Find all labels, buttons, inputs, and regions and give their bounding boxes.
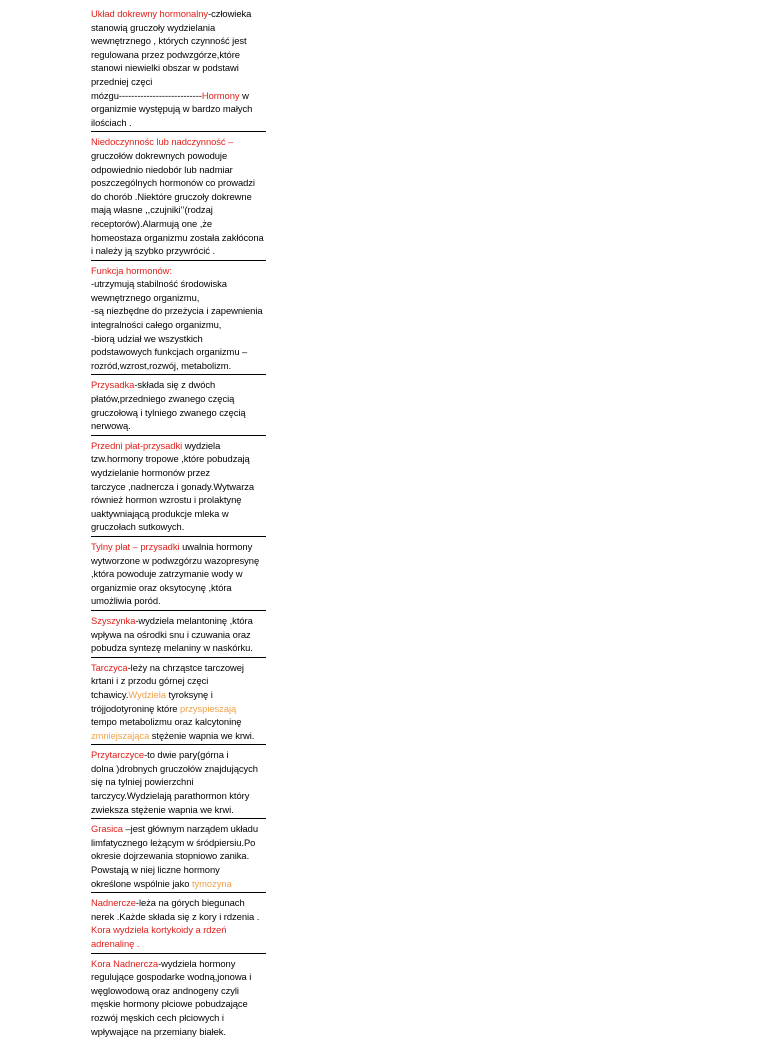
body-text: -składa się z dwóch bbox=[134, 379, 216, 391]
text-line bbox=[91, 674, 266, 688]
text-line bbox=[91, 89, 266, 103]
text-line bbox=[91, 48, 266, 62]
body-text: limfatycznego leżącym w śródpiersiu.Po bbox=[91, 836, 256, 848]
text-line bbox=[91, 594, 266, 608]
text-line bbox=[91, 163, 266, 177]
text-line bbox=[91, 176, 266, 190]
highlighted-term: przyspieszają bbox=[180, 702, 237, 714]
text-line bbox=[91, 392, 266, 406]
text-line bbox=[91, 520, 266, 534]
text-line bbox=[91, 304, 266, 318]
body-text: tyroksynę i bbox=[165, 688, 213, 700]
body-text: homeostaza organizmu została zakłócona bbox=[91, 231, 264, 243]
text-line bbox=[91, 849, 266, 863]
body-text: -to dwie pary(górna i bbox=[144, 749, 229, 761]
text-line bbox=[91, 203, 266, 217]
body-text: -leża na górych biegunach bbox=[135, 897, 245, 909]
text-line bbox=[91, 135, 266, 149]
text-line bbox=[91, 466, 266, 480]
body-text: wydziela bbox=[182, 439, 221, 451]
heading-term: Przytarczyce bbox=[91, 749, 145, 761]
body-text: organizmie oraz oksytocynę ,która bbox=[91, 581, 232, 593]
body-text: tempo metabolizmu oraz kalcytoninę bbox=[91, 716, 242, 728]
text-line bbox=[91, 762, 266, 776]
body-text: wpływa na ośrodki snu i czuwania oraz bbox=[91, 628, 251, 640]
paragraph-parathyroid-glands bbox=[91, 747, 266, 819]
body-text: dolna )drobnych gruczołów znajdujących bbox=[91, 762, 258, 774]
heading-term: Szyszynka bbox=[91, 614, 136, 626]
text-line bbox=[91, 628, 266, 642]
text-line bbox=[91, 277, 266, 291]
body-text: uwalnia hormony bbox=[179, 540, 253, 552]
body-text: męskie hormony płciowe pobudzające bbox=[91, 998, 248, 1010]
text-line bbox=[91, 803, 266, 817]
body-text: Powstają w niej liczne hormony bbox=[91, 864, 220, 876]
body-text: wewnętrznego organizmu, bbox=[91, 291, 200, 303]
text-line bbox=[91, 359, 266, 373]
body-text: -człowieka bbox=[208, 8, 252, 19]
heading-term: Hormony bbox=[201, 89, 240, 101]
body-text: -są niezbędne do przeżycia i zapewnienia bbox=[91, 305, 263, 317]
body-text: krtani i z przodu górnej częci bbox=[91, 675, 209, 687]
paragraph-intro-endocrine-system bbox=[91, 6, 266, 132]
text-line bbox=[91, 1011, 266, 1025]
text-line bbox=[91, 896, 266, 910]
body-text: i należy ją szybko przywrócić . bbox=[91, 245, 216, 257]
paragraph-dysfunction-note bbox=[91, 134, 266, 260]
text-line bbox=[91, 567, 266, 581]
body-text: wydzielanie hormonów przez bbox=[91, 467, 211, 478]
document-page bbox=[91, 6, 266, 1040]
highlighted-term: Wydziela bbox=[128, 688, 166, 700]
paragraph-adrenal-cortex bbox=[91, 956, 266, 1040]
body-text: przedniej częci bbox=[91, 75, 153, 87]
body-text: gruczołową i tylniego zwanego częcią bbox=[91, 406, 246, 418]
heading-term: adrenalinę . bbox=[91, 938, 140, 949]
heading-term: Nadnercze bbox=[91, 897, 136, 909]
text-line bbox=[91, 217, 266, 231]
body-text: rozród,wzrost,rozwój, metabolizm. bbox=[91, 359, 232, 371]
text-line bbox=[91, 957, 266, 971]
text-line bbox=[91, 554, 266, 568]
text-line bbox=[91, 877, 266, 891]
body-text: ,która powoduje zatrzymanie wody w bbox=[91, 568, 243, 580]
text-line bbox=[91, 997, 266, 1011]
paragraph-hormone-functions bbox=[91, 263, 266, 376]
heading-term: Funkcja hormonów: bbox=[91, 264, 172, 276]
text-line bbox=[91, 729, 266, 743]
text-line bbox=[91, 863, 266, 877]
text-line bbox=[91, 231, 266, 245]
body-text: do chorób .Niektóre gruczoły dokrewne bbox=[91, 190, 252, 202]
body-text: nerek .Każde składa się z kory i rdzenia . bbox=[91, 910, 260, 922]
body-text: integralności całego organizmu, bbox=[91, 319, 222, 331]
text-line bbox=[91, 748, 266, 762]
body-text: tarczyce ,nadnercza i gonady.Wytwarza bbox=[91, 480, 255, 492]
text-line bbox=[91, 984, 266, 998]
text-line bbox=[91, 775, 266, 789]
text-line bbox=[91, 406, 266, 420]
text-line bbox=[91, 149, 266, 163]
text-line bbox=[91, 332, 266, 346]
body-text: okresie dojrzewania stopniowo zanika. bbox=[91, 850, 250, 862]
body-text: gruczołach sutkowych. bbox=[91, 521, 185, 533]
text-line bbox=[91, 822, 266, 836]
body-text: określone wspólnie jako bbox=[91, 877, 192, 889]
paragraph-adrenal-glands bbox=[91, 895, 266, 953]
body-text: się na tylniej powierzchni bbox=[91, 776, 194, 788]
text-line bbox=[91, 190, 266, 204]
body-text: -utrzymują stabilność środowiska bbox=[91, 278, 227, 290]
text-line bbox=[91, 419, 266, 433]
body-text: trójjodotyroninę które bbox=[91, 702, 181, 714]
text-line bbox=[91, 116, 266, 130]
paragraph-anterior-pituitary bbox=[91, 438, 266, 537]
text-line bbox=[91, 318, 266, 332]
text-line bbox=[91, 614, 266, 628]
text-line bbox=[91, 540, 266, 554]
text-line bbox=[91, 7, 266, 21]
text-line bbox=[91, 641, 266, 655]
body-text: płatów,przedniego zwanego częcią bbox=[91, 393, 235, 405]
body-text: tarczycy.Wydzielają parathormon który bbox=[91, 790, 250, 802]
body-text: również hormon wzrostu i prolaktynę bbox=[91, 494, 242, 506]
body-text: w bbox=[239, 89, 249, 101]
text-line bbox=[91, 1025, 266, 1039]
text-line bbox=[91, 937, 266, 951]
body-text: regulowana przez podwzgórze,które bbox=[91, 48, 240, 60]
body-text: gruczołów dokrewnych powoduje bbox=[91, 149, 228, 161]
heading-term: Niedoczynnośc lub nadczynność – bbox=[91, 136, 234, 148]
text-line bbox=[91, 702, 266, 716]
heading-term: Układ dokrewny hormonalny bbox=[91, 8, 209, 19]
body-text: odpowiednio niedobór lub nadmiar bbox=[91, 163, 233, 175]
heading-term: Tylny płat – przysadki bbox=[91, 540, 180, 552]
text-line bbox=[91, 789, 266, 803]
text-line bbox=[91, 345, 266, 359]
text-line bbox=[91, 507, 266, 521]
heading-term: Tarczyca bbox=[91, 661, 128, 673]
paragraph-pineal-gland bbox=[91, 613, 266, 658]
text-line bbox=[91, 291, 266, 305]
body-text: rozwój męskich cech płciowych i bbox=[91, 1011, 224, 1023]
body-text: -wydziela melantoninę ,która bbox=[135, 614, 253, 626]
body-text: pobudza syntezę melaniny w naskórku. bbox=[91, 642, 253, 654]
body-text: umożliwia poród. bbox=[91, 595, 161, 607]
body-text: wytworzone w podwzgórzu wazopresynę bbox=[91, 554, 260, 566]
text-line bbox=[91, 61, 266, 75]
text-line bbox=[91, 493, 266, 507]
text-line bbox=[91, 264, 266, 278]
text-line bbox=[91, 480, 266, 494]
body-text: podstawowych funkcjach organizmu – bbox=[91, 346, 248, 358]
heading-term: Grasica bbox=[91, 823, 123, 835]
body-text: stanowią gruczoły wydzielania bbox=[91, 21, 216, 33]
body-text: -wydziela hormony bbox=[158, 957, 236, 969]
text-line bbox=[91, 970, 266, 984]
text-line bbox=[91, 452, 266, 466]
body-text: receptorów).Alarmują one ,że bbox=[91, 217, 213, 229]
body-text: tzw.hormony tropowe ,które pobudzają bbox=[91, 453, 250, 465]
paragraph-posterior-pituitary bbox=[91, 539, 266, 611]
body-text: tchawicy. bbox=[91, 688, 129, 700]
text-line bbox=[91, 21, 266, 35]
body-text: wewnętrznego , których czynność jest bbox=[91, 35, 247, 47]
text-line bbox=[91, 244, 266, 258]
heading-term: Przedni płat-przysadki bbox=[91, 439, 183, 451]
text-line bbox=[91, 923, 266, 937]
body-text: nerwową. bbox=[91, 420, 131, 432]
paragraph-thymus bbox=[91, 821, 266, 893]
paragraph-pituitary-gland bbox=[91, 377, 266, 435]
text-line bbox=[91, 581, 266, 595]
body-text: organizmie występują w bardzo małych bbox=[91, 103, 253, 115]
body-text: –jest głównym narządem układu bbox=[122, 823, 258, 835]
text-line bbox=[91, 661, 266, 675]
text-line bbox=[91, 378, 266, 392]
text-line bbox=[91, 75, 266, 89]
text-line bbox=[91, 836, 266, 850]
text-line bbox=[91, 910, 266, 924]
body-text: uaktywniającą produkcje mleka w bbox=[91, 507, 229, 519]
body-text: mózgu--------------------------- bbox=[91, 89, 202, 101]
heading-term: Przysadka bbox=[91, 379, 135, 391]
body-text: -biorą udział we wszystkich bbox=[91, 332, 203, 344]
body-text: mają własne ,,czujniki’’(rodzaj bbox=[91, 204, 213, 216]
body-text: poszczególnych hormonów co prowadzi bbox=[91, 177, 255, 189]
text-line bbox=[91, 34, 266, 48]
heading-term: Kora Nadnercza bbox=[91, 957, 159, 969]
body-text: ilościach . bbox=[91, 116, 132, 128]
body-text: stanowi niewielki obszar w podstawi bbox=[91, 62, 239, 74]
text-line bbox=[91, 688, 266, 702]
text-line bbox=[91, 439, 266, 453]
highlighted-term: tymozyna bbox=[191, 877, 232, 889]
heading-term: Kora wydziela kortykoidy a rdzeń bbox=[91, 924, 227, 936]
text-line bbox=[91, 102, 266, 116]
paragraph-thyroid-gland bbox=[91, 660, 266, 746]
body-text: stężenie wapnia we krwi. bbox=[149, 729, 255, 741]
body-text: zwieksza stężenie wapnia we krwi. bbox=[91, 803, 234, 815]
text-line bbox=[91, 715, 266, 729]
body-text: regulujące gospodarke wodną,jonowa i bbox=[91, 971, 252, 983]
body-text: -leży na chrząstce tarczowej bbox=[127, 661, 244, 673]
body-text: wpływające na przemiany białek. bbox=[91, 1025, 226, 1037]
highlighted-term: zmniejszająca bbox=[91, 729, 150, 741]
body-text: węglowodową oraz andnogeny czyli bbox=[91, 984, 239, 996]
